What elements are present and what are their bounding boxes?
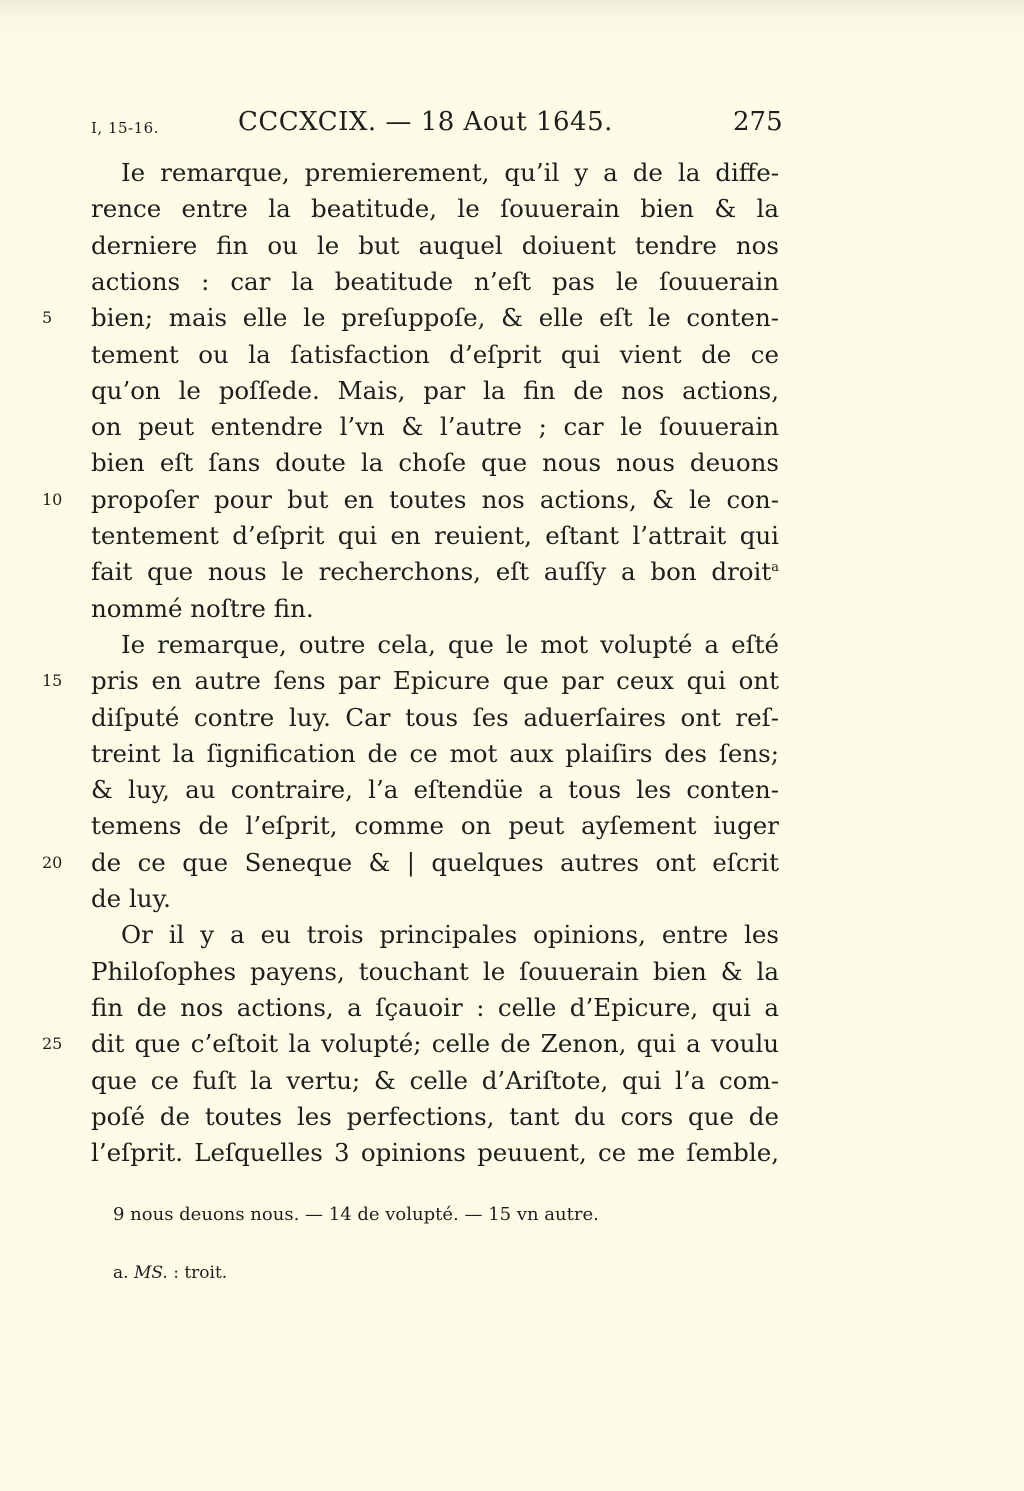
text-line-content: on peut entendre l’vn & l’autre ; car le ſouuerain xyxy=(91,412,779,442)
text-line xyxy=(91,845,779,881)
text-line-content: actions : car la beatitude n’eſt pas le ſouuerain xyxy=(91,266,779,296)
text-line xyxy=(91,155,779,191)
text-line-content: Ie remarque, premierement, qu’il y a de la diffe- xyxy=(121,158,779,187)
text-line xyxy=(91,264,779,300)
text-line xyxy=(91,990,779,1026)
text-line-content: fait que nous le recherchons, eſt auſſy a bon droit xyxy=(91,557,772,587)
text-line-content: temens de l’eſprit, comme on peut ayſement iuger xyxy=(91,811,779,841)
text-line-content: dit que c’eſtoit la volupté; celle de Zenon, qui a voulu xyxy=(91,1029,779,1059)
page-number: 275 xyxy=(733,107,783,137)
text-line-content: tentement d’eſprit qui en reuient, eſtant l’attrait qui xyxy=(91,521,779,550)
text-line-content: l’eſprit. Leſquelles 3 opinions peuuent, ce me ſemble, xyxy=(91,1138,779,1168)
text-line xyxy=(91,772,779,808)
footnote xyxy=(113,1258,793,1288)
text-line xyxy=(91,482,779,518)
text-line-content: pris en autre ſens par Epicure que par ceux qui ont xyxy=(91,666,779,696)
text-line-content: Philoſophes payens, touchant le ſouuerain bien & la xyxy=(91,956,779,986)
text-line xyxy=(91,373,779,409)
text-line-content: Ie remarque, outre cela, que le mot volupté a eſté xyxy=(121,629,779,659)
text-line-content: propoſer pour but en toutes nos actions, & le con- xyxy=(91,484,779,514)
text-line xyxy=(91,954,779,990)
text-line-content: tement ou la ſatisfaction d’eſprit qui vient de ce xyxy=(91,339,779,369)
text-line-content: treint la ſignification de ce mot aux plaiſirs des ſens; xyxy=(91,738,779,768)
text-line xyxy=(91,917,779,953)
text-line xyxy=(91,1026,779,1062)
text-line-content: que ce fuſt la vertu; & celle d’Ariſtote, qui l’a com- xyxy=(91,1065,779,1095)
text-line xyxy=(91,300,779,336)
line-number: 15 xyxy=(42,671,63,691)
text-line xyxy=(91,1099,779,1135)
text-line xyxy=(91,1135,779,1171)
text-line-content: qu’on le poſſede. Mais, par la fin de nos actions, xyxy=(91,375,779,405)
header-reference: I, 15-16. xyxy=(91,119,159,137)
text-line xyxy=(91,554,779,590)
text-line-content: rence entre la beatitude, le ſouuerain bien & la xyxy=(91,194,779,224)
text-line-content: bien eſt ſans doute la choſe que nous nous deuons xyxy=(91,448,779,478)
text-line xyxy=(91,191,779,227)
text-line xyxy=(91,1063,779,1099)
text-line xyxy=(91,736,779,772)
footnote-text: : troit. xyxy=(173,1263,228,1283)
footnote-reference: a xyxy=(771,560,779,576)
text-line-content: & luy, au contraire, l’a eſtendüe a tous les conten- xyxy=(91,775,779,805)
line-number: 25 xyxy=(42,1034,63,1054)
text-line xyxy=(91,663,779,699)
text-line xyxy=(91,337,779,373)
text-line xyxy=(91,627,779,663)
variant-readings: 9 nous deuons nous. — 14 de volupté. — 15 vn autre. xyxy=(113,1204,599,1225)
running-header xyxy=(0,103,1024,143)
text-line xyxy=(91,808,779,844)
notes xyxy=(113,1200,793,1288)
text-line xyxy=(91,445,779,481)
text-line-content: nommé noſtre fin. xyxy=(91,593,314,623)
line-number: 20 xyxy=(42,852,63,872)
text-line-content: bien; mais elle le preſuppoſe, & elle eſt le conten- xyxy=(91,303,779,333)
text-line-content: derniere fin ou le but auquel doiuent tendre nos xyxy=(91,230,779,260)
text-line-content: de ce que Seneque & | quelques autres ont eſcrit xyxy=(91,847,779,877)
footnote-source: MS. xyxy=(133,1263,168,1283)
text-line xyxy=(91,409,779,445)
line-number: 5 xyxy=(42,308,53,328)
header-title: CCCXCIX. — 18 Aout 1645. xyxy=(238,107,613,137)
text-line xyxy=(91,228,779,264)
text-line xyxy=(91,700,779,736)
footnote-marker: a. xyxy=(113,1263,129,1283)
line-number: 10 xyxy=(42,489,63,509)
text-line-content: fin de nos actions, a ſçauoir : celle d’Epicure, qui a xyxy=(91,992,779,1022)
text-line xyxy=(91,591,779,627)
text-line xyxy=(91,881,779,917)
text-line-content: de luy. xyxy=(91,884,171,913)
text-line-content: Or il y a eu trois principales opinions, entre les xyxy=(121,920,779,950)
text-line xyxy=(91,518,779,554)
text-line-content: poſé de toutes les perfections, tant du cors que de xyxy=(91,1101,779,1131)
text-line-content: diſputé contre luy. Car tous ſes aduerſaires ont reſ- xyxy=(91,702,779,732)
